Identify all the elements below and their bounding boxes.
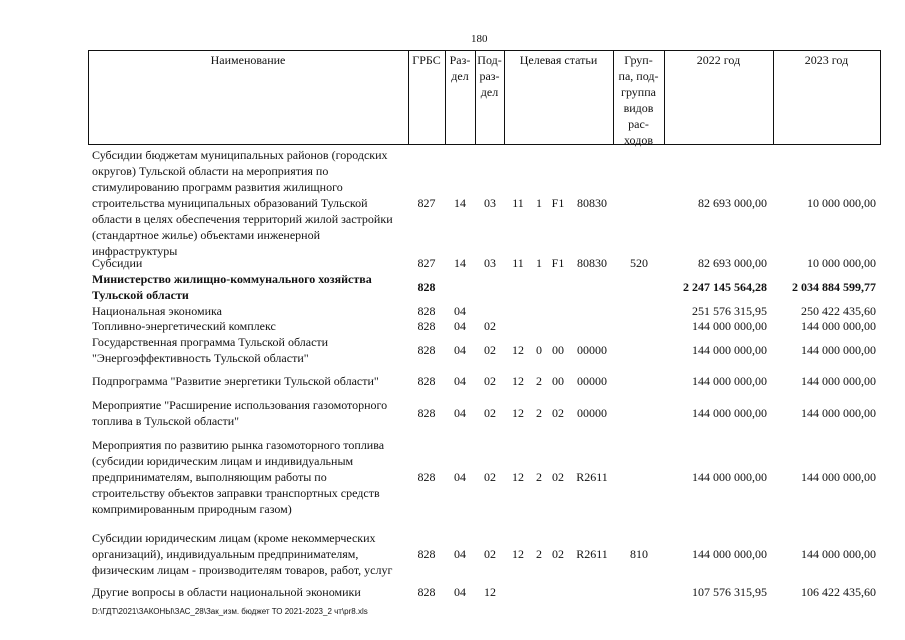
row-name: Другие вопросы в области национальной экономики <box>92 585 361 599</box>
row-y2023: 2 034 884 599,77 <box>792 280 876 294</box>
row-y2023: 250 422 435,60 <box>801 304 876 318</box>
header-grbs: ГРБС <box>412 53 441 67</box>
row-y2022: 82 693 000,00 <box>698 256 767 270</box>
row-cs3: 02 <box>552 547 564 561</box>
row-cs1: 12 <box>512 547 524 561</box>
file-path-footer: D:\ГДТ\2021\ЗАКОНЫ\ЗАС_28\Зак_изм. бюджет ТО 2021-2023_2 чт\pr8.xls <box>92 607 368 616</box>
row-y2022: 107 576 315,95 <box>692 585 767 599</box>
page-number: 180 <box>471 33 488 45</box>
row-cs3: 00 <box>552 374 564 388</box>
row-y2022: 82 693 000,00 <box>698 196 767 210</box>
row-name: Топливно-энергетический комплекс <box>92 319 276 333</box>
row-y2022: 144 000 000,00 <box>692 470 767 484</box>
row-grbs: 828 <box>417 406 436 420</box>
row-cs1: 11 <box>512 256 524 270</box>
row-y2022: 251 576 315,95 <box>692 304 767 318</box>
row-cs3: 02 <box>552 470 564 484</box>
row-pr: 02 <box>484 343 496 357</box>
row-cs4: 00000 <box>577 374 607 388</box>
header-2023: 2023 год <box>804 53 849 67</box>
row-y2023: 106 422 435,60 <box>801 585 876 599</box>
row-y2022: 144 000 000,00 <box>692 406 767 420</box>
row-rz: 04 <box>454 406 466 420</box>
row-pr: 03 <box>484 256 496 270</box>
row-y2023: 10 000 000,00 <box>807 196 876 210</box>
row-cs4: R2611 <box>576 547 608 561</box>
row-rz: 14 <box>454 256 466 270</box>
row-grbs: 827 <box>417 196 436 210</box>
header-podrazdel: Под- раз- дел <box>477 53 502 99</box>
row-cs4: 00000 <box>577 343 607 357</box>
row-rz: 04 <box>454 547 466 561</box>
row-name: Субсидии бюджетам муниципальных районов (городских округов) Тульской области на мероприятия по стимулированию программ развития жилищного строительства муниципальных образований Тульской области в целях обеспечения территорий жилой застройки (стандартное жилье) объектами инженерной инфраструктуры <box>92 148 393 258</box>
row-pr: 02 <box>484 406 496 420</box>
row-cs2: 1 <box>536 196 542 210</box>
header-divider <box>880 50 881 144</box>
row-cs4: 80830 <box>577 256 607 270</box>
header-bottom-rule <box>88 144 881 145</box>
row-y2023: 144 000 000,00 <box>801 547 876 561</box>
row-pr: 02 <box>484 470 496 484</box>
row-name: Министерство жилищно-коммунального хозяйства Тульской области <box>92 272 372 302</box>
row-grbs: 828 <box>417 374 436 388</box>
row-cs4: R2611 <box>576 470 608 484</box>
row-rz: 04 <box>454 374 466 388</box>
row-name: Мероприятие "Расширение использования газомоторного топлива в Тульской области" <box>92 398 388 428</box>
row-cs2: 2 <box>536 470 542 484</box>
row-cs1: 12 <box>512 374 524 388</box>
row-cs3: F1 <box>551 196 565 210</box>
row-cs1: 12 <box>512 470 524 484</box>
row-cs2: 2 <box>536 374 542 388</box>
header-gruppa: Груп- па, под- группа видов рас- ходов <box>618 53 659 147</box>
row-pr: 02 <box>484 547 496 561</box>
row-rz: 04 <box>454 470 466 484</box>
row-cs2: 0 <box>536 343 542 357</box>
row-cs2: 1 <box>536 256 542 270</box>
row-cs4: 00000 <box>577 406 607 420</box>
row-grbs: 828 <box>417 585 436 599</box>
row-cs1: 12 <box>512 406 524 420</box>
row-pr: 02 <box>484 319 496 333</box>
row-cs3: F1 <box>551 256 565 270</box>
row-cs3: 00 <box>552 343 564 357</box>
row-y2022: 144 000 000,00 <box>692 343 767 357</box>
row-rz: 14 <box>454 196 466 210</box>
row-rz: 04 <box>454 585 466 599</box>
row-cs1: 12 <box>512 343 524 357</box>
row-y2023: 144 000 000,00 <box>801 343 876 357</box>
header-top-rule <box>88 50 881 51</box>
row-grbs: 828 <box>417 319 436 333</box>
row-name: Мероприятия по развитию рынка газомоторного топлива (субсидии юридическим лицам и индивидуальным предпринимателям, выполняющим работы по строительству объектов заправки транспортных средств компримированным природным газом) <box>92 438 385 516</box>
row-pr: 12 <box>484 585 496 599</box>
row-grbs: 828 <box>417 280 436 294</box>
row-y2023: 144 000 000,00 <box>801 406 876 420</box>
row-grbs: 828 <box>417 547 436 561</box>
row-cs2: 2 <box>536 406 542 420</box>
row-name: Государственная программа Тульской области "Энергоэффективность Тульской области" <box>92 335 329 365</box>
row-pr: 03 <box>484 196 496 210</box>
row-vr: 810 <box>630 547 648 561</box>
header-tselevaya: Целевая статьи <box>519 53 598 67</box>
row-rz: 04 <box>454 343 466 357</box>
row-y2022: 144 000 000,00 <box>692 547 767 561</box>
row-rz: 04 <box>454 319 466 333</box>
header-name: Наименование <box>210 53 286 67</box>
row-vr: 520 <box>630 256 648 270</box>
row-cs4: 80830 <box>577 196 607 210</box>
row-cs2: 2 <box>536 547 542 561</box>
row-grbs: 827 <box>417 256 436 270</box>
row-grbs: 828 <box>417 343 436 357</box>
row-cs3: 02 <box>552 406 564 420</box>
row-rz: 04 <box>454 304 466 318</box>
row-y2023: 144 000 000,00 <box>801 374 876 388</box>
row-grbs: 828 <box>417 470 436 484</box>
row-name: Подпрограмма "Развитие энергетики Тульской области" <box>92 374 379 388</box>
row-y2022: 2 247 145 564,28 <box>683 280 767 294</box>
header-razdel: Раз- дел <box>449 53 471 83</box>
row-y2022: 144 000 000,00 <box>692 374 767 388</box>
header-2022: 2022 год <box>696 53 741 67</box>
row-name: Субсидии юридическим лицам (кроме некоммерческих организаций), индивидуальным предпринимателям, физическим лицам - производителям товаров, работ, услуг <box>92 531 393 577</box>
row-pr: 02 <box>484 374 496 388</box>
row-name: Национальная экономика <box>92 304 222 318</box>
row-cs1: 11 <box>512 196 524 210</box>
row-y2022: 144 000 000,00 <box>692 319 767 333</box>
row-y2023: 10 000 000,00 <box>807 256 876 270</box>
row-grbs: 828 <box>417 304 436 318</box>
row-y2023: 144 000 000,00 <box>801 319 876 333</box>
row-y2023: 144 000 000,00 <box>801 470 876 484</box>
row-name: Субсидии <box>92 256 143 270</box>
